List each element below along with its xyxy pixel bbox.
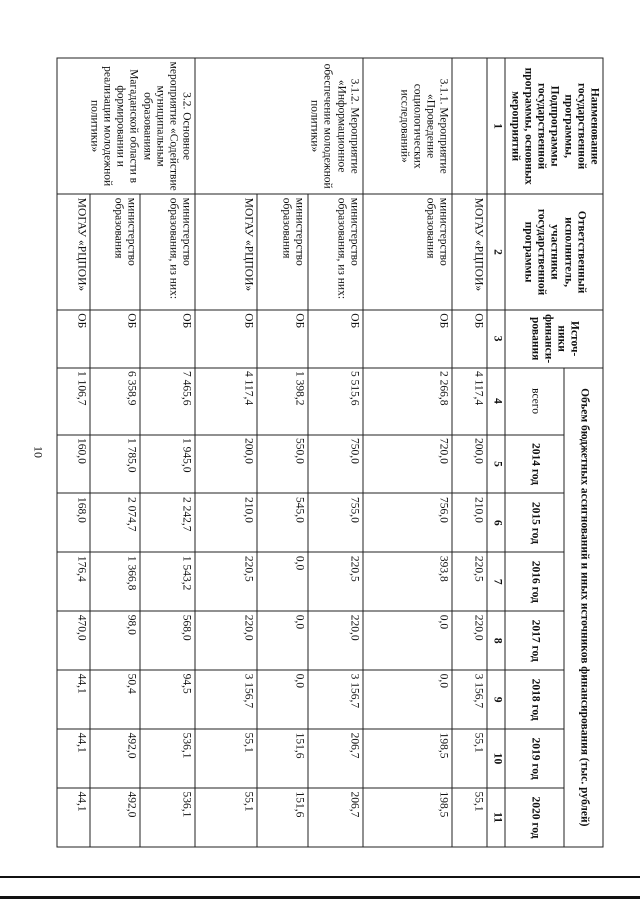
value-cell: 470,0 <box>57 611 89 670</box>
value-cell: 6 358,9 <box>90 367 141 434</box>
value-cell: 220,0 <box>308 611 363 670</box>
scan-edge-line <box>0 876 640 878</box>
source-cell: ОБ <box>57 309 89 367</box>
table-row <box>363 58 453 847</box>
executor-cell: МОГАУ «РЦПОИ» <box>452 194 486 310</box>
value-cell: 2 266,8 <box>363 367 453 434</box>
header-funding: Объем бюджетных ассигнований и иных источников финансирования (тыс. рублей) <box>564 367 603 846</box>
value-cell: 492,0 <box>90 729 141 788</box>
value-cell: 0,0 <box>363 611 453 670</box>
value-cell: 3 156,7 <box>308 670 363 729</box>
program-name-cell: 3.1.2. Мероприятие «Информационное обеспечение молодежной политики» <box>195 58 363 194</box>
executor-cell: министерство образования <box>363 194 453 310</box>
executor-cell: МОГАУ «РЦПОИ» <box>57 194 89 310</box>
source-cell: ОБ <box>308 309 363 367</box>
funding-table <box>57 57 604 847</box>
value-cell: 0,0 <box>363 670 453 729</box>
value-cell: 0,0 <box>257 611 308 670</box>
value-cell: 206,7 <box>308 787 363 846</box>
program-name-cell: 3.1.1. Мероприятие «Проведение социологических исследований» <box>363 58 453 194</box>
value-cell: 200,0 <box>452 434 486 493</box>
header-total: всего <box>505 367 564 434</box>
header-row-1 <box>564 58 603 847</box>
value-cell: 220,0 <box>452 611 486 670</box>
value-cell: 756,0 <box>363 493 453 552</box>
value-cell: 1 366,8 <box>90 552 141 611</box>
table-row <box>308 58 363 847</box>
header-year: 2019 год <box>505 729 564 788</box>
header-year: 2017 год <box>505 611 564 670</box>
executor-cell: министерство образования <box>90 194 141 310</box>
header-year: 2015 год <box>505 493 564 552</box>
program-name-cell <box>452 58 486 194</box>
value-cell: 536,1 <box>140 787 195 846</box>
header-name: Наименование государственной программы, Подпрограммы государственной программы, основных мероприятий <box>505 58 603 194</box>
value-cell: 3 156,7 <box>452 670 486 729</box>
value-cell: 750,0 <box>308 434 363 493</box>
source-cell: ОБ <box>452 309 486 367</box>
value-cell: 545,0 <box>257 493 308 552</box>
header-year: 2018 год <box>505 670 564 729</box>
value-cell: 55,1 <box>195 729 257 788</box>
index-cell: 6 <box>487 493 506 552</box>
value-cell: 1 106,7 <box>57 367 89 434</box>
value-cell: 168,0 <box>57 493 89 552</box>
value-cell: 7 465,6 <box>140 367 195 434</box>
source-cell: ОБ <box>257 309 308 367</box>
value-cell: 2 242,7 <box>140 493 195 552</box>
value-cell: 393,8 <box>363 552 453 611</box>
value-cell: 44,1 <box>57 729 89 788</box>
executor-cell: министерство образования <box>257 194 308 310</box>
header-executor: Ответственный исполнитель, участники государственной программы <box>505 194 603 310</box>
value-cell: 536,1 <box>140 729 195 788</box>
value-cell: 720,0 <box>363 434 453 493</box>
index-cell: 3 <box>487 309 506 367</box>
value-cell: 55,1 <box>452 787 486 846</box>
value-cell: 0,0 <box>257 670 308 729</box>
value-cell: 550,0 <box>257 434 308 493</box>
value-cell: 1 785,0 <box>90 434 141 493</box>
index-cell: 5 <box>487 434 506 493</box>
value-cell: 755,0 <box>308 493 363 552</box>
index-cell: 10 <box>487 729 506 788</box>
value-cell: 220,0 <box>195 611 257 670</box>
rotated-table-container <box>59 57 604 847</box>
index-cell: 9 <box>487 670 506 729</box>
page-number: 10 <box>31 446 46 458</box>
executor-cell: МОГАУ «РЦПОИ» <box>195 194 257 310</box>
value-cell: 210,0 <box>195 493 257 552</box>
index-cell: 8 <box>487 611 506 670</box>
value-cell: 4 117,4 <box>452 367 486 434</box>
value-cell: 50,4 <box>90 670 141 729</box>
value-cell: 55,1 <box>452 729 486 788</box>
value-cell: 44,1 <box>57 670 89 729</box>
value-cell: 200,0 <box>195 434 257 493</box>
source-cell: ОБ <box>90 309 141 367</box>
value-cell: 2 074,7 <box>90 493 141 552</box>
index-cell: 11 <box>487 787 506 846</box>
value-cell: 44,1 <box>57 787 89 846</box>
header-year: 2020 год <box>505 787 564 846</box>
value-cell: 198,5 <box>363 729 453 788</box>
value-cell: 220,5 <box>452 552 486 611</box>
index-cell: 7 <box>487 552 506 611</box>
source-cell: ОБ <box>195 309 257 367</box>
value-cell: 220,5 <box>195 552 257 611</box>
value-cell: 568,0 <box>140 611 195 670</box>
source-cell: ОБ <box>363 309 453 367</box>
value-cell: 3 156,7 <box>195 670 257 729</box>
value-cell: 151,6 <box>257 729 308 788</box>
value-cell: 198,5 <box>363 787 453 846</box>
table-row <box>140 58 195 847</box>
value-cell: 1 398,2 <box>257 367 308 434</box>
header-year: 2016 год <box>505 552 564 611</box>
source-cell: ОБ <box>140 309 195 367</box>
header-year: 2014 год <box>505 434 564 493</box>
executor-cell: министерство образования, из них: <box>140 194 195 310</box>
value-cell: 1 945,0 <box>140 434 195 493</box>
index-cell: 1 <box>487 58 506 194</box>
value-cell: 220,5 <box>308 552 363 611</box>
scan-edge-line <box>0 896 640 899</box>
value-cell: 94,5 <box>140 670 195 729</box>
index-cell: 4 <box>487 367 506 434</box>
table-row <box>452 58 486 847</box>
value-cell: 492,0 <box>90 787 141 846</box>
value-cell: 1 543,2 <box>140 552 195 611</box>
value-cell: 160,0 <box>57 434 89 493</box>
executor-cell: министерство образования, из них: <box>308 194 363 310</box>
value-cell: 5 515,6 <box>308 367 363 434</box>
value-cell: 206,7 <box>308 729 363 788</box>
value-cell: 210,0 <box>452 493 486 552</box>
program-name-cell: 3.2. Основное мероприятие «Содействие муниципальным образованиям Магаданской области в формировании и реализации молодежной политики» <box>57 58 195 194</box>
value-cell: 0,0 <box>257 552 308 611</box>
value-cell: 55,1 <box>195 787 257 846</box>
value-cell: 4 117,4 <box>195 367 257 434</box>
value-cell: 98,0 <box>90 611 141 670</box>
index-cell: 2 <box>487 194 506 310</box>
column-index-row <box>487 58 506 847</box>
value-cell: 176,4 <box>57 552 89 611</box>
header-source: Источ-ники финанси-рования <box>505 309 603 367</box>
value-cell: 151,6 <box>257 787 308 846</box>
